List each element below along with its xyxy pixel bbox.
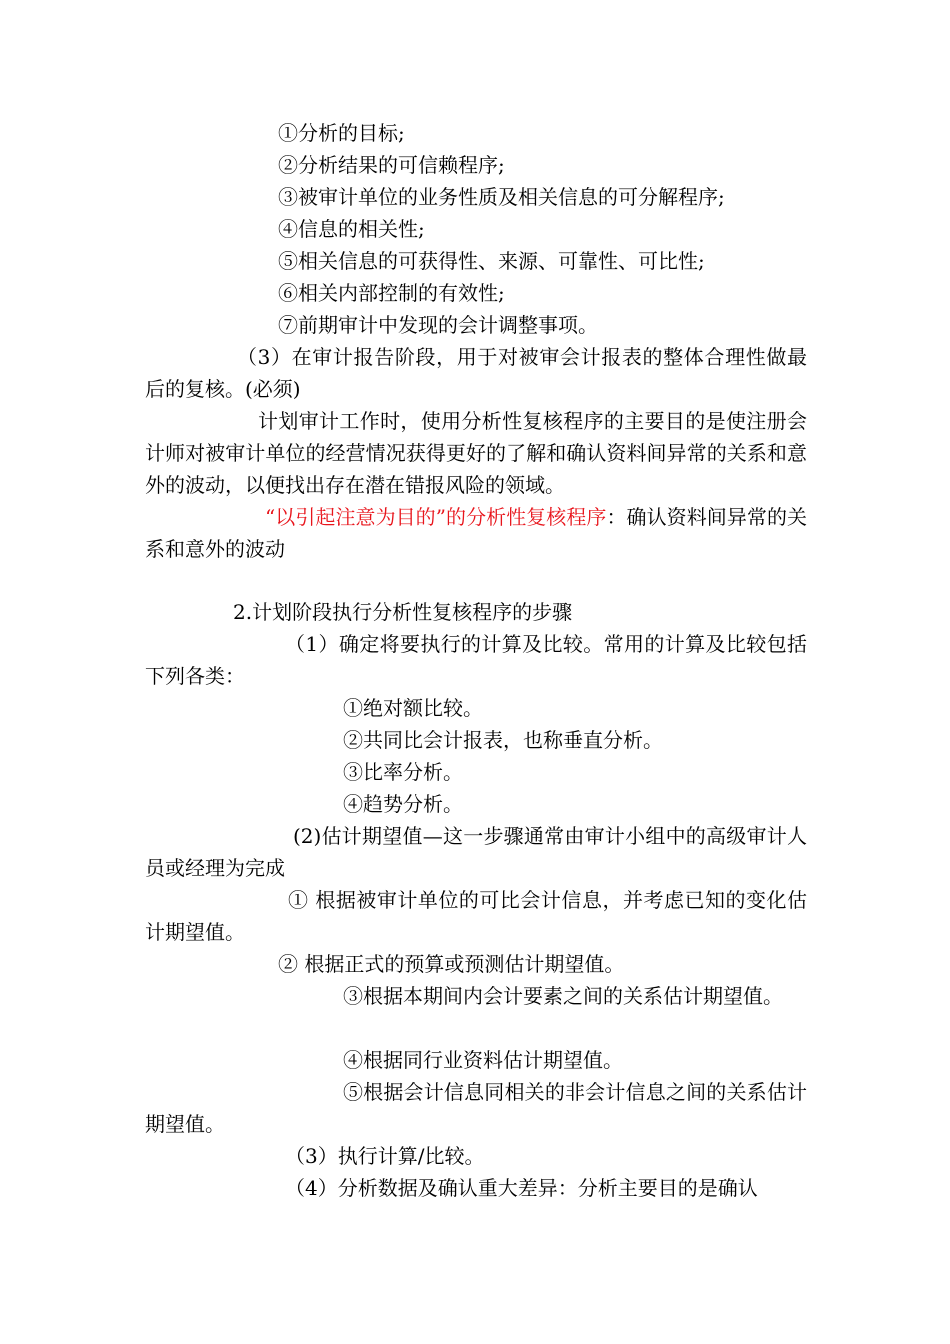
estimate-2: ② 根据正式的预算或预测估计期望值。	[278, 952, 625, 976]
comparison-1: ①绝对额比较。	[343, 696, 483, 720]
note-rest: ：确认资料间异常的关系和意外的波动	[145, 505, 808, 561]
estimate-4: ④根据同行业资料估计期望值。	[343, 1048, 623, 1072]
section-title: 2.计划阶段执行分析性复核程序的步骤	[233, 600, 573, 624]
factor-4: ④信息的相关性;	[278, 217, 425, 241]
note-paragraph	[145, 501, 807, 565]
comparison-3: ③比率分析。	[343, 760, 463, 784]
stage3-paragraph: （3）在审计报告阶段，用于对被审会计报表的整体合理性做最后的复核。(必须)	[145, 345, 807, 401]
step1-paragraph: （1）确定将要执行的计算及比较。常用的计算及比较包括下列各类：	[145, 632, 807, 688]
factor-3: ③被审计单位的业务性质及相关信息的可分解程序;	[278, 185, 725, 209]
factor-5: ⑤相关信息的可获得性、来源、可靠性、可比性;	[278, 249, 705, 273]
estimate-1: ① 根据被审计单位的可比会计信息，并考虑已知的变化估计期望值。	[145, 888, 807, 944]
factor-1: ①分析的目标;	[278, 121, 405, 145]
step4-paragraph: （4）分析数据及确认重大差异：分析主要目的是确认	[285, 1176, 758, 1200]
estimate-3: ③根据本期间内会计要素之间的关系估计期望值。	[343, 984, 783, 1008]
factor-6: ⑥相关内部控制的有效性;	[278, 281, 505, 305]
estimate-5: ⑤根据会计信息同相关的非会计信息之间的关系估计期望值。	[145, 1080, 807, 1136]
step3-paragraph: （3）执行计算/比较。	[285, 1144, 485, 1168]
note-highlight: “以引起注意为目的”的分析性复核程序	[265, 505, 607, 529]
factor-7: ⑦前期审计中发现的会计调整事项。	[278, 313, 598, 337]
step2-paragraph: (2)估计期望值—这一步骤通常由审计小组中的高级审计人员或经理为完成	[145, 824, 807, 880]
comparison-2: ②共同比会计报表，也称垂直分析。	[343, 728, 663, 752]
factor-2: ②分析结果的可信赖程序;	[278, 153, 505, 177]
comparison-4: ④趋势分析。	[343, 792, 463, 816]
purpose-paragraph: 计划审计工作时，使用分析性复核程序的主要目的是使注册会计师对被审计单位的经营情况获得更好的了解和确认资料间异常的关系和意外的波动，以便找出存在潜在错报风险的领域。	[145, 409, 807, 497]
